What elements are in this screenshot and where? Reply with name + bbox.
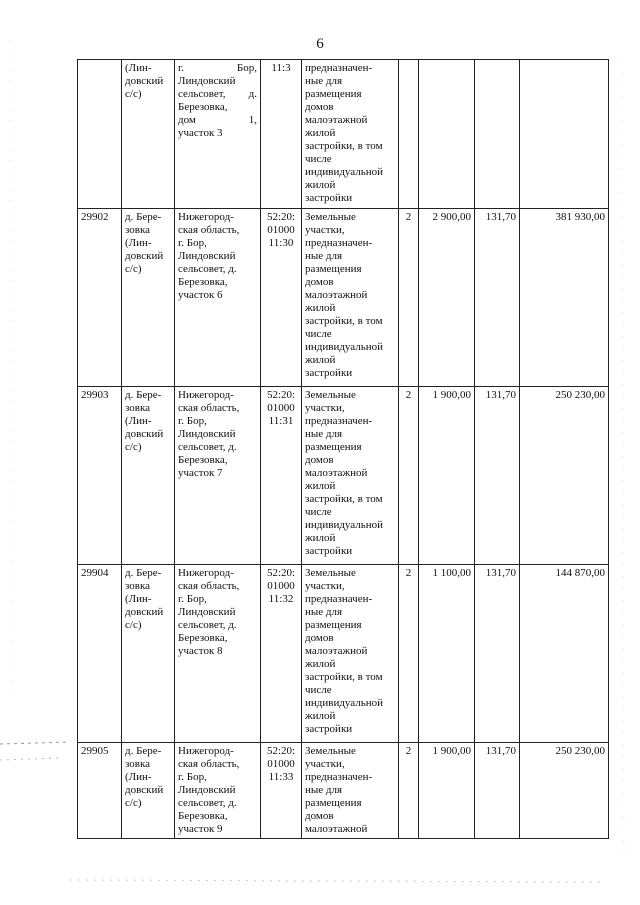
cell-cadastral: 52:20: 01000 11:31 bbox=[261, 387, 302, 565]
address-word: Березовка, bbox=[178, 101, 228, 113]
cell-locality: д. Бере- зовка (Лин- довский с/с) bbox=[122, 743, 175, 839]
cell-cadastral: 11:3 bbox=[261, 60, 302, 209]
address-word: д. bbox=[248, 88, 257, 100]
table-row bbox=[78, 565, 609, 743]
cell-id bbox=[78, 60, 122, 209]
cell-rate: 131,70 bbox=[475, 565, 520, 743]
cell-cadastral: 52:20: 01000 11:32 bbox=[261, 565, 302, 743]
address-word: Линдовский bbox=[178, 75, 236, 87]
cell-locality: д. Бере- зовка (Лин- довский с/с) bbox=[122, 565, 175, 743]
cell-land-type: Земельные участки, предназначен- ные для размещения домов малоэтажной bbox=[302, 743, 399, 839]
cell-id: 29905 bbox=[78, 743, 122, 839]
land-valuation-table bbox=[77, 59, 609, 839]
cell-rate: 131,70 bbox=[475, 209, 520, 387]
cell-locality: д. Бере- зовка (Лин- довский с/с) bbox=[122, 387, 175, 565]
cell-id: 29904 bbox=[78, 565, 122, 743]
cell-land-type: Земельные участки, предназначен- ные для размещения домов малоэтажной жилой застройки, в том числе индивидуальной жилой застройки bbox=[302, 209, 399, 387]
cell-address bbox=[175, 60, 261, 209]
table-row bbox=[78, 209, 609, 387]
cell-address: Нижегород- ская область, г. Бор, Линдовский сельсовет, д. Березовка, участок 6 bbox=[175, 209, 261, 387]
table-row bbox=[78, 387, 609, 565]
cell-cadastral: 52:20: 01000 11:33 bbox=[261, 743, 302, 839]
address-word: сельсовет, bbox=[178, 88, 226, 100]
cell-address: Нижегород- ская область, г. Бор, Линдовский сельсовет, д. Березовка, участок 8 bbox=[175, 565, 261, 743]
cell-cost: 381 930,00 bbox=[520, 209, 609, 387]
cell-rate: 131,70 bbox=[475, 387, 520, 565]
cell-locality: д. Бере- зовка (Лин- довский с/с) bbox=[122, 209, 175, 387]
address-word: Бор, bbox=[236, 62, 257, 74]
cell-land-type: Земельные участки, предназначен- ные для размещения домов малоэтажной жилой застройки, в том числе индивидуальной жилой застройки bbox=[302, 387, 399, 565]
cell-area: 2 900,00 bbox=[419, 209, 475, 387]
cell-locality: (Лин- довский с/с) bbox=[122, 60, 175, 209]
cell-cadastral: 52:20: 01000 11:30 bbox=[261, 209, 302, 387]
address-word: 1, bbox=[248, 114, 257, 126]
page-number: 6 bbox=[316, 36, 324, 52]
table-row bbox=[78, 60, 609, 209]
cell-cost: 144 870,00 bbox=[520, 565, 609, 743]
cell-group: 2 bbox=[399, 743, 419, 839]
cell-area: 1 100,00 bbox=[419, 565, 475, 743]
cell-area bbox=[419, 60, 475, 209]
cell-group bbox=[399, 60, 419, 209]
cell-group: 2 bbox=[399, 565, 419, 743]
cell-land-type: предназначен- ные для размещения домов малоэтажной жилой застройки, в том числе индивидуальной жилой застройки bbox=[302, 60, 399, 209]
cell-cost bbox=[520, 60, 609, 209]
cell-group: 2 bbox=[399, 387, 419, 565]
cell-group: 2 bbox=[399, 209, 419, 387]
cell-address: Нижегород- ская область, г. Бор, Линдовский сельсовет, д. Березовка, участок 9 bbox=[175, 743, 261, 839]
cell-rate: 131,70 bbox=[475, 743, 520, 839]
address-word: участок 3 bbox=[178, 127, 223, 139]
cell-cost: 250 230,00 bbox=[520, 743, 609, 839]
cell-area: 1 900,00 bbox=[419, 387, 475, 565]
cell-cost: 250 230,00 bbox=[520, 387, 609, 565]
address-word: г. bbox=[178, 62, 185, 74]
cell-rate bbox=[475, 60, 520, 209]
cell-id: 29902 bbox=[78, 209, 122, 387]
address-word: дом bbox=[178, 114, 196, 126]
cell-area: 1 900,00 bbox=[419, 743, 475, 839]
cell-id: 29903 bbox=[78, 387, 122, 565]
cell-land-type: Земельные участки, предназначен- ные для размещения домов малоэтажной жилой застройки, в том числе индивидуальной жилой застройки bbox=[302, 565, 399, 743]
table-row bbox=[78, 743, 609, 839]
cell-address: Нижегород- ская область, г. Бор, Линдовский сельсовет, д. Березовка, участок 7 bbox=[175, 387, 261, 565]
